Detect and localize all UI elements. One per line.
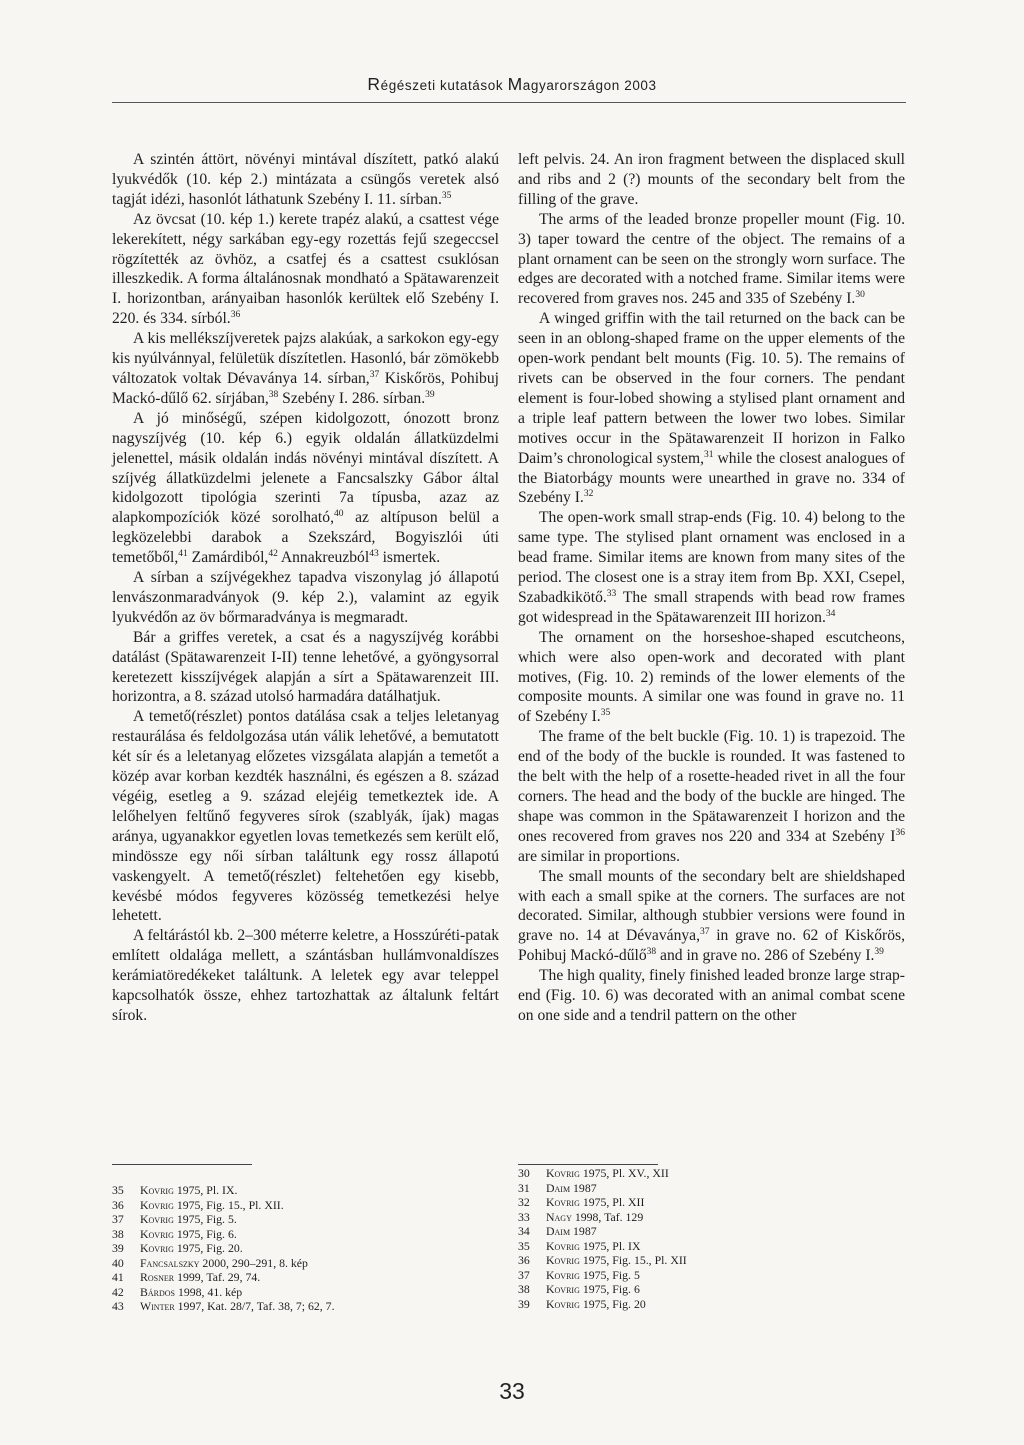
left-paragraph: A feltárástól kb. 2–300 méterre keletre, a Hosszúréti-patak említett oldalága mellett, a szántásban hullámvonaldíszes kerámiatöredékeket találtunk. A leletek egy avar teleppel kapcsolhatók össze, ehhez tartozhattak az általunk feltárt sírok. [112,927,499,1024]
footnote-number: 36 [112,1197,124,1212]
footnote [518,1166,687,1181]
footnote-reference: 1975, Fig. 5 [582,1267,640,1282]
running-head-part1: égészeti kutatások [380,78,508,93]
footnote [518,1268,687,1283]
footnote-reference: 1975, Pl. IX. [176,1183,238,1197]
left-paragraph: A jó minőségű, szépen kidolgozott, ónozott bronz nagyszíjvég (10. kép 6.) egyik oldalán állatküzdelmi jelenettel, másik oldalán indás növényi mintával díszített. A szíjvég állatküzdelmi jelenete a Fancsalszky Gábor által kidolgozott tipológia szerinti 7a típusba, azaz az alapkompozíciók közé sorolható,$^{40}$ az altípuson belül a legközelebbi darabok a Szekszárd, Bogyiszlói úti temetőből,$^{41}$ Zamárdiból,$^{42}$ Annakreuzból$^{43}$ ismertek. [112,409,499,567]
footnote-reference: 1975, Fig. 6. [176,1226,237,1241]
footnote-reference: 1997, Kat. 28/7, Taf. 38, 7; 62, 7. [177,1299,335,1313]
footnote-author: Kovrig [546,1166,580,1180]
footnote-author: Kovrig [140,1226,174,1241]
footnote-number: 36 [518,1253,530,1267]
footnote-number: 43 [112,1299,124,1313]
footnote-number: 37 [518,1267,530,1282]
footnote [112,1227,335,1242]
running-head-m: M [507,74,523,94]
footnote-number: 39 [112,1241,124,1255]
footnote-number: 37 [112,1212,124,1226]
footnote-reference: 2000, 290–291, 8. kép [202,1255,308,1270]
footnote-reference: 1998, Taf. 129 [574,1209,644,1224]
footnote [112,1212,335,1227]
footnote-reference: 1998, 41. kép [177,1284,243,1299]
footnote-number: 30 [518,1166,530,1180]
footnote [518,1224,687,1239]
right-paragraph: The open-work small strap-ends (Fig. 10. 4) belong to the same type. The stylised plant ornament was enclosed in a bead frame. Similar items are known from many sites of the period. The closest one is a stray item from Bp. XXI, Csepel, Szabadkikötő.$^{33}$ The small strapends with bead row frames got widespread in the Spätawarenzeit III horizon.$^{34}$ [518,509,905,626]
footnote [518,1195,687,1210]
left-paragraph: Bár a griffes veretek, a csat és a nagyszíjvég korábbi datálást (Spätawarenzeit I-II) tenne lehetővé, a gyöngysorral keretezett kisszíjvégek alapján a sírt a Spätawarenzeit III. horizontra, a 8. század utolsó harmadára datálhatjuk. [112,628,499,706]
footnote-author: Daim [546,1224,571,1238]
footnote-author: Daim [546,1180,571,1195]
footnote-number: 33 [518,1209,530,1224]
right-paragraph: A winged griffin with the tail returned on the back can be seen in an oblong-shaped frame on the upper elements of the open-work pendant belt mounts (Fig. 10. 5). The remains of rivets can be observed in the four corners. The pendant element is four-lobed showing a stylised plant ornament and a triple leaf pattern between the lower two lobes. Similar motives occur in the Spätawarenzeit II horizon in Falko Daim’s chronological system,$^{31}$ while the closest analogues of the Biatorbágy mounts were unearthed in grave no. 334 of Szebény I.$^{32}$ [518,310,905,507]
left-paragraph: A sírban a szíjvégekhez tapadva viszonylag jó állapotú lenvászonmaradványok (9. kép 2.), valamint az egyik lyukvédőn az öv bőrmaradványa is megmaradt. [112,569,499,626]
footnote-author: Nagy [546,1209,572,1224]
footnote-author: Kovrig [546,1253,580,1267]
header-rule [112,102,906,103]
footnote [518,1253,687,1268]
footnote [518,1239,687,1254]
footnotes-left [112,1183,335,1314]
footnote-author: Kovrig [546,1282,580,1296]
footnotes-right [518,1166,687,1311]
footnote-author: Kovrig [546,1238,580,1253]
footnote-number: 41 [112,1270,124,1284]
footnote-author: Kovrig [140,1183,174,1197]
footnote-reference: 1975, Fig. 20 [582,1296,646,1311]
footnote [112,1299,335,1314]
footnote [518,1297,687,1312]
footnote-author: Kovrig [140,1241,174,1255]
footnote-author: Bárdos [140,1284,175,1299]
footnote-author: Rosner [140,1270,175,1284]
footnote [112,1256,335,1271]
footnote-number: 32 [518,1195,530,1209]
footnote-number: 35 [518,1238,530,1253]
footnote [112,1241,335,1256]
left-paragraph: A kis mellékszíjveretek pajzs alakúak, a sarkokon egy-egy kis nyúlvánnyal, felületük díszítetlen. Hasonló, bár zömökebb változatok voltak Dévaványa 14. sírban,$^{37}$ Kiskőrös, Pohibuj Mackó-dűlő 62. sírjában,$^{38}$ Szebény I. 286. sírban.$^{39}$ [112,330,499,407]
footnote-reference: 1975, Fig. 20. [176,1241,243,1255]
footnote-author: Kovrig [546,1195,580,1209]
right-paragraph: The high quality, finely finished leaded bronze large strap-end (Fig. 10. 6) was decorated with an animal combat scene on one side and a tendril pattern on the other [518,967,905,1024]
left-paragraph: A szintén áttört, növényi mintával díszített, patkó alakú lyukvédők (10. kép 2.) mintázata a csüngős veretek alsó tagját idézi, hasonlót láthatunk Szebény I. 11. sírban.$^{35}$ [112,151,499,208]
footnote-reference: 1999, Taf. 29, 74. [177,1270,261,1284]
left-paragraph: A temető(részlet) pontos datálása csak a teljes leletanyag restaurálása és feldolgozása után válik lehetővé, a bemutatott két sír és a leletanyag előzetes vizsgálata alapján a temetőt a közép avar korban kezdték használni, és egészen a 8. század végéig, esetleg a 9. század elejéig temetkeztek ide. A lelőhelyen feltűnő fegyveres sírok (szablyák, íjak) magas aránya, ugyanakkor egyetlen lovas temetkezés sem került elő, mindössze egy női sírban találtunk egy rossz állapotú vaskengyelt. A temető(részlet) feltehetően egy kisebb, kevésbé módos fegyveres közösség temetkezési helye lehetett. [112,708,499,925]
footnote-reference: 1975, Fig. 15., Pl. XII [582,1253,687,1267]
footnote-reference: 1975, Pl. IX [582,1238,641,1253]
footnote [518,1282,687,1297]
footnote-rule-left [112,1164,252,1165]
footnote [518,1210,687,1225]
footnote-reference: 1975, Pl. XV., XII [582,1166,669,1180]
footnote-author: Kovrig [546,1296,580,1311]
footnote-number: 38 [518,1282,530,1296]
footnote-reference: 1987 [573,1224,597,1238]
running-head-r: R [367,74,381,94]
right-paragraph: The small mounts of the secondary belt are shieldshaped with each a small spike at the corners. The surfaces are not decorated. Similar, although stubbier versions were found in grave no. 14 at Dévaványa,$^{37}$ in grave no. 62 of Kiskőrös, Pohibuj Mackó-dűlő$^{38}$ and in grave no. 286 of Szebény I.$^{39}$ [518,867,905,965]
footnote-author: Kovrig [140,1197,174,1212]
footnote-author: Kovrig [546,1267,580,1282]
hungarian-column [112,150,499,1026]
right-paragraph: The arms of the leaded bronze propeller mount (Fig. 10. 3) taper toward the centre of the object. The remains of a plant ornament can be seen on the strongly worn surface. The edges are decorated with a notched frame. Similar items were recovered from graves nos. 245 and 335 of Szebény I.$^{30}$ [518,210,905,308]
footnote [112,1270,335,1285]
right-paragraph: left pelvis. 24. An iron fragment between the displaced skull and ribs and 2 (?) mounts of the secondary belt from the filling of the grave. [518,151,905,208]
footnote-author: Fancsalszky [140,1255,200,1270]
footnote-number: 38 [112,1226,124,1241]
footnote-reference: 1975, Fig. 5. [176,1212,237,1226]
english-column [518,150,905,1026]
footnote-reference: 1975, Fig. 15., Pl. XII. [176,1197,284,1212]
right-paragraph: The ornament on the horseshoe-shaped escutcheons, which were also open-work and decorated with plant motives, (Fig. 10. 2) reminds of the lower elements of the composite mounts. A similar one was found in grave no. 11 of Szebény I.$^{35}$ [518,628,905,726]
footnote-reference: 1975, Pl. XII [582,1195,645,1209]
footnote [518,1181,687,1196]
footnote-number: 40 [112,1255,124,1270]
footnote-author: Kovrig [140,1212,174,1226]
footnote-reference: 1975, Fig. 6 [582,1282,640,1296]
footnote-number: 42 [112,1284,124,1299]
footnote [112,1285,335,1300]
footnote-number: 31 [518,1180,530,1195]
footnote [112,1183,335,1198]
footnote-rule-right [518,1164,658,1165]
left-paragraph: Az övcsat (10. kép 1.) kerete trapéz alakú, a csattest vége lekerekített, négy sarkában egy-egy rozettás fejű szegeccsel rögzítették az övhöz, a csatfej és a csattest csuklósan illeszkedik. A forma általánosnak mondható a Spätawarenzeit I. horizontban, arányaiban hasonlók kerültek elő Szebény I. 220. és 334. sírból.$^{36}$ [112,210,499,328]
footnote [112,1198,335,1213]
running-head [118,74,906,95]
footnote-number: 35 [112,1183,124,1197]
footnote-author: Winter [140,1299,175,1313]
page-number: 33 [499,1378,525,1404]
running-head-part2: agyarországon 2003 [522,78,657,93]
footnote-number: 39 [518,1296,530,1311]
footnote-reference: 1987 [573,1180,597,1195]
footnote-number: 34 [518,1224,530,1238]
right-paragraph: The frame of the belt buckle (Fig. 10. 1) is trapezoid. The end of the body of the buckle is rounded. It was fastened to the belt with the help of a rosette-headed rivet in all the four corners. The head and the body of the buckle are hinged. The shape was common in the Spätawarenzeit I horizon and the ones recovered from graves nos 220 and 334 at Szebény $I^{36}$ are similar in proportions. [518,728,905,865]
